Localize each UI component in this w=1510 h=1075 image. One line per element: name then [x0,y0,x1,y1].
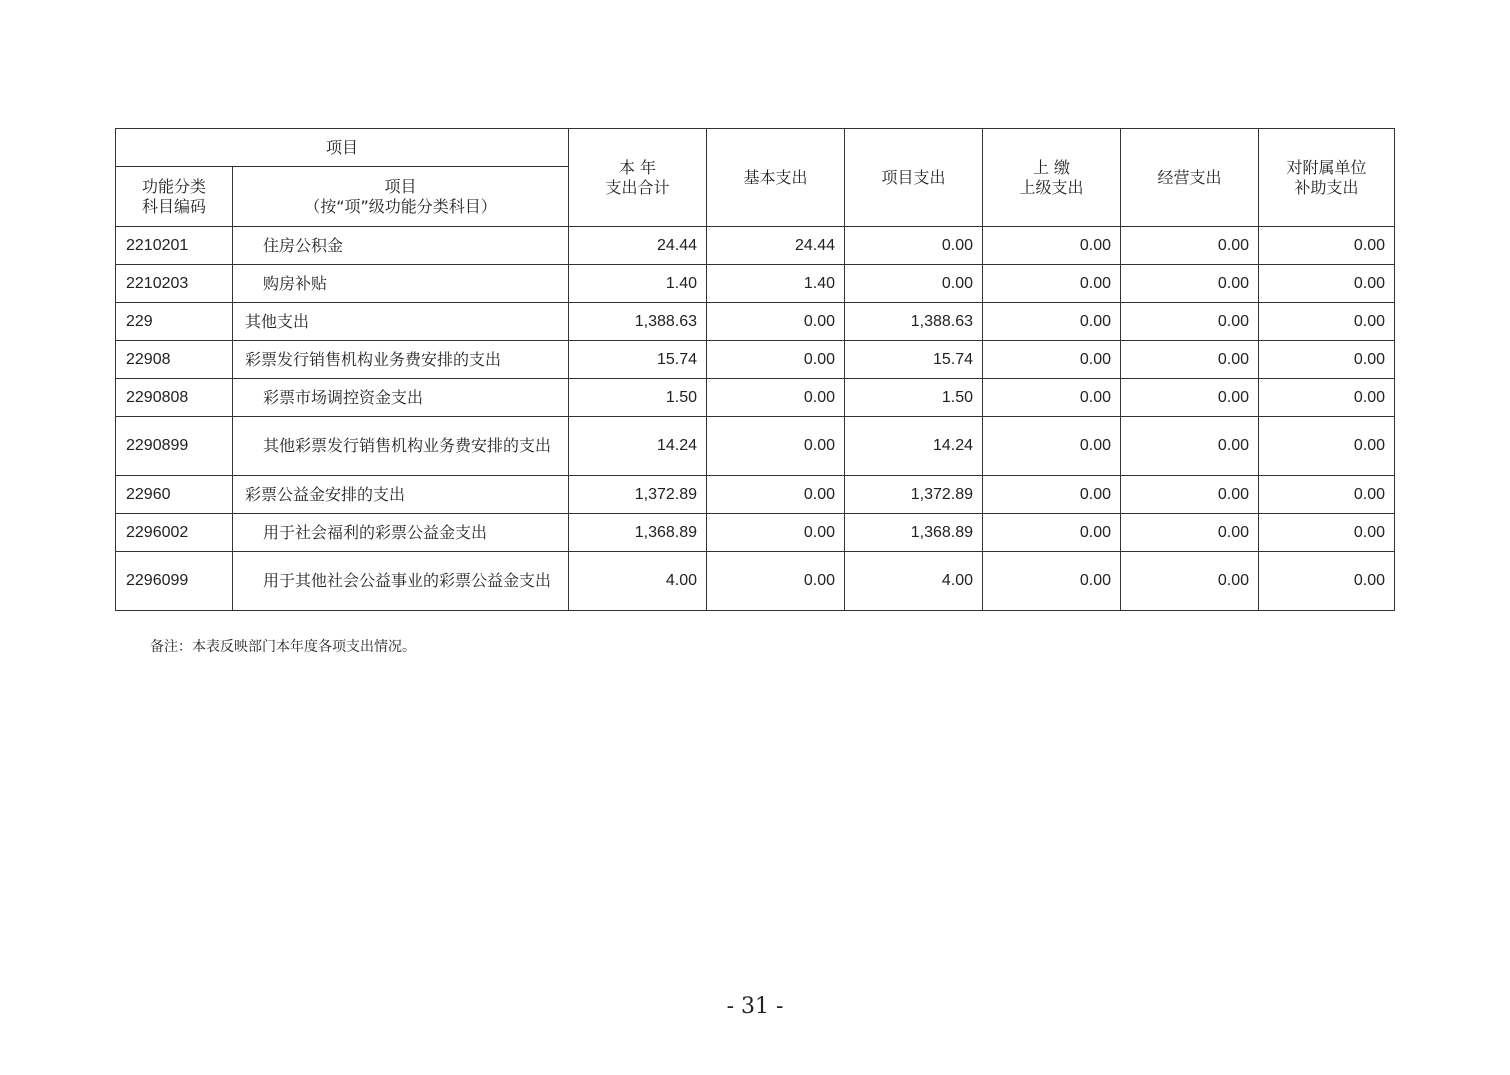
row-basic: 0.00 [707,303,845,341]
row-name: 彩票市场调控资金支出 [233,379,569,417]
row-code: 22908 [116,341,233,379]
row-basic: 1.40 [707,265,845,303]
table-row [116,514,1395,552]
row-upper: 0.00 [983,514,1121,552]
row-subsidy: 0.00 [1259,265,1395,303]
row-project: 1,368.89 [845,514,983,552]
row-subsidy: 0.00 [1259,303,1395,341]
row-basic: 0.00 [707,476,845,514]
row-subsidy: 0.00 [1259,514,1395,552]
row-name: 彩票公益金安排的支出 [233,476,569,514]
page-number: - 31 - [726,994,784,1019]
row-subsidy: 0.00 [1259,552,1395,611]
row-business: 0.00 [1121,552,1259,611]
header-item: 项目 （按“项”级功能分类科目） [233,167,569,227]
header-project: 项目 [116,129,569,167]
row-business: 0.00 [1121,227,1259,265]
row-name: 其他彩票发行销售机构业务费安排的支出 [233,417,569,476]
row-basic: 0.00 [707,341,845,379]
row-total: 1,372.89 [569,476,707,514]
row-project: 0.00 [845,227,983,265]
row-project: 0.00 [845,265,983,303]
row-basic: 0.00 [707,514,845,552]
row-code: 22960 [116,476,233,514]
row-code: 229 [116,303,233,341]
row-total: 1.40 [569,265,707,303]
row-code: 2290899 [116,417,233,476]
table-header [116,129,1395,227]
row-total: 1,388.63 [569,303,707,341]
row-code: 2296002 [116,514,233,552]
row-total: 14.24 [569,417,707,476]
row-business: 0.00 [1121,379,1259,417]
row-project: 15.74 [845,341,983,379]
table-row [116,303,1395,341]
row-code: 2296099 [116,552,233,611]
row-upper: 0.00 [983,552,1121,611]
header-total: 本 年 支出合计 [569,129,707,227]
row-subsidy: 0.00 [1259,341,1395,379]
row-code: 2210203 [116,265,233,303]
row-business: 0.00 [1121,341,1259,379]
row-name: 住房公积金 [233,227,569,265]
row-basic: 0.00 [707,552,845,611]
row-project: 1,372.89 [845,476,983,514]
row-name: 彩票发行销售机构业务费安排的支出 [233,341,569,379]
table-row [116,227,1395,265]
row-name: 用于社会福利的彩票公益金支出 [233,514,569,552]
row-upper: 0.00 [983,417,1121,476]
row-basic: 24.44 [707,227,845,265]
table-row [116,417,1395,476]
row-business: 0.00 [1121,514,1259,552]
row-subsidy: 0.00 [1259,227,1395,265]
table-row [116,265,1395,303]
header-subsidy: 对附属单位 补助支出 [1259,129,1395,227]
table-row [116,476,1395,514]
row-upper: 0.00 [983,341,1121,379]
row-name: 用于其他社会公益事业的彩票公益金支出 [233,552,569,611]
header-project-expenditure: 项目支出 [845,129,983,227]
row-code: 2290808 [116,379,233,417]
row-total: 24.44 [569,227,707,265]
row-code: 2210201 [116,227,233,265]
table-row [116,379,1395,417]
row-name: 其他支出 [233,303,569,341]
row-project: 1,388.63 [845,303,983,341]
table-row [116,552,1395,611]
row-business: 0.00 [1121,417,1259,476]
row-upper: 0.00 [983,227,1121,265]
row-upper: 0.00 [983,379,1121,417]
header-business: 经营支出 [1121,129,1259,227]
row-name: 购房补贴 [233,265,569,303]
row-basic: 0.00 [707,379,845,417]
row-upper: 0.00 [983,265,1121,303]
row-business: 0.00 [1121,476,1259,514]
row-total: 4.00 [569,552,707,611]
row-project: 4.00 [845,552,983,611]
row-project: 14.24 [845,417,983,476]
header-code: 功能分类 科目编码 [116,167,233,227]
table-row [116,341,1395,379]
row-business: 0.00 [1121,303,1259,341]
row-subsidy: 0.00 [1259,476,1395,514]
row-total: 1.50 [569,379,707,417]
row-subsidy: 0.00 [1259,379,1395,417]
expenditure-table [115,128,1395,611]
row-total: 15.74 [569,341,707,379]
row-business: 0.00 [1121,265,1259,303]
row-upper: 0.00 [983,476,1121,514]
table-note: 备注：本表反映部门本年度各项支出情况。 [150,639,416,655]
row-upper: 0.00 [983,303,1121,341]
header-basic: 基本支出 [707,129,845,227]
table-body [116,227,1395,611]
row-total: 1,368.89 [569,514,707,552]
row-subsidy: 0.00 [1259,417,1395,476]
row-basic: 0.00 [707,417,845,476]
header-upper: 上 缴 上级支出 [983,129,1121,227]
row-project: 1.50 [845,379,983,417]
